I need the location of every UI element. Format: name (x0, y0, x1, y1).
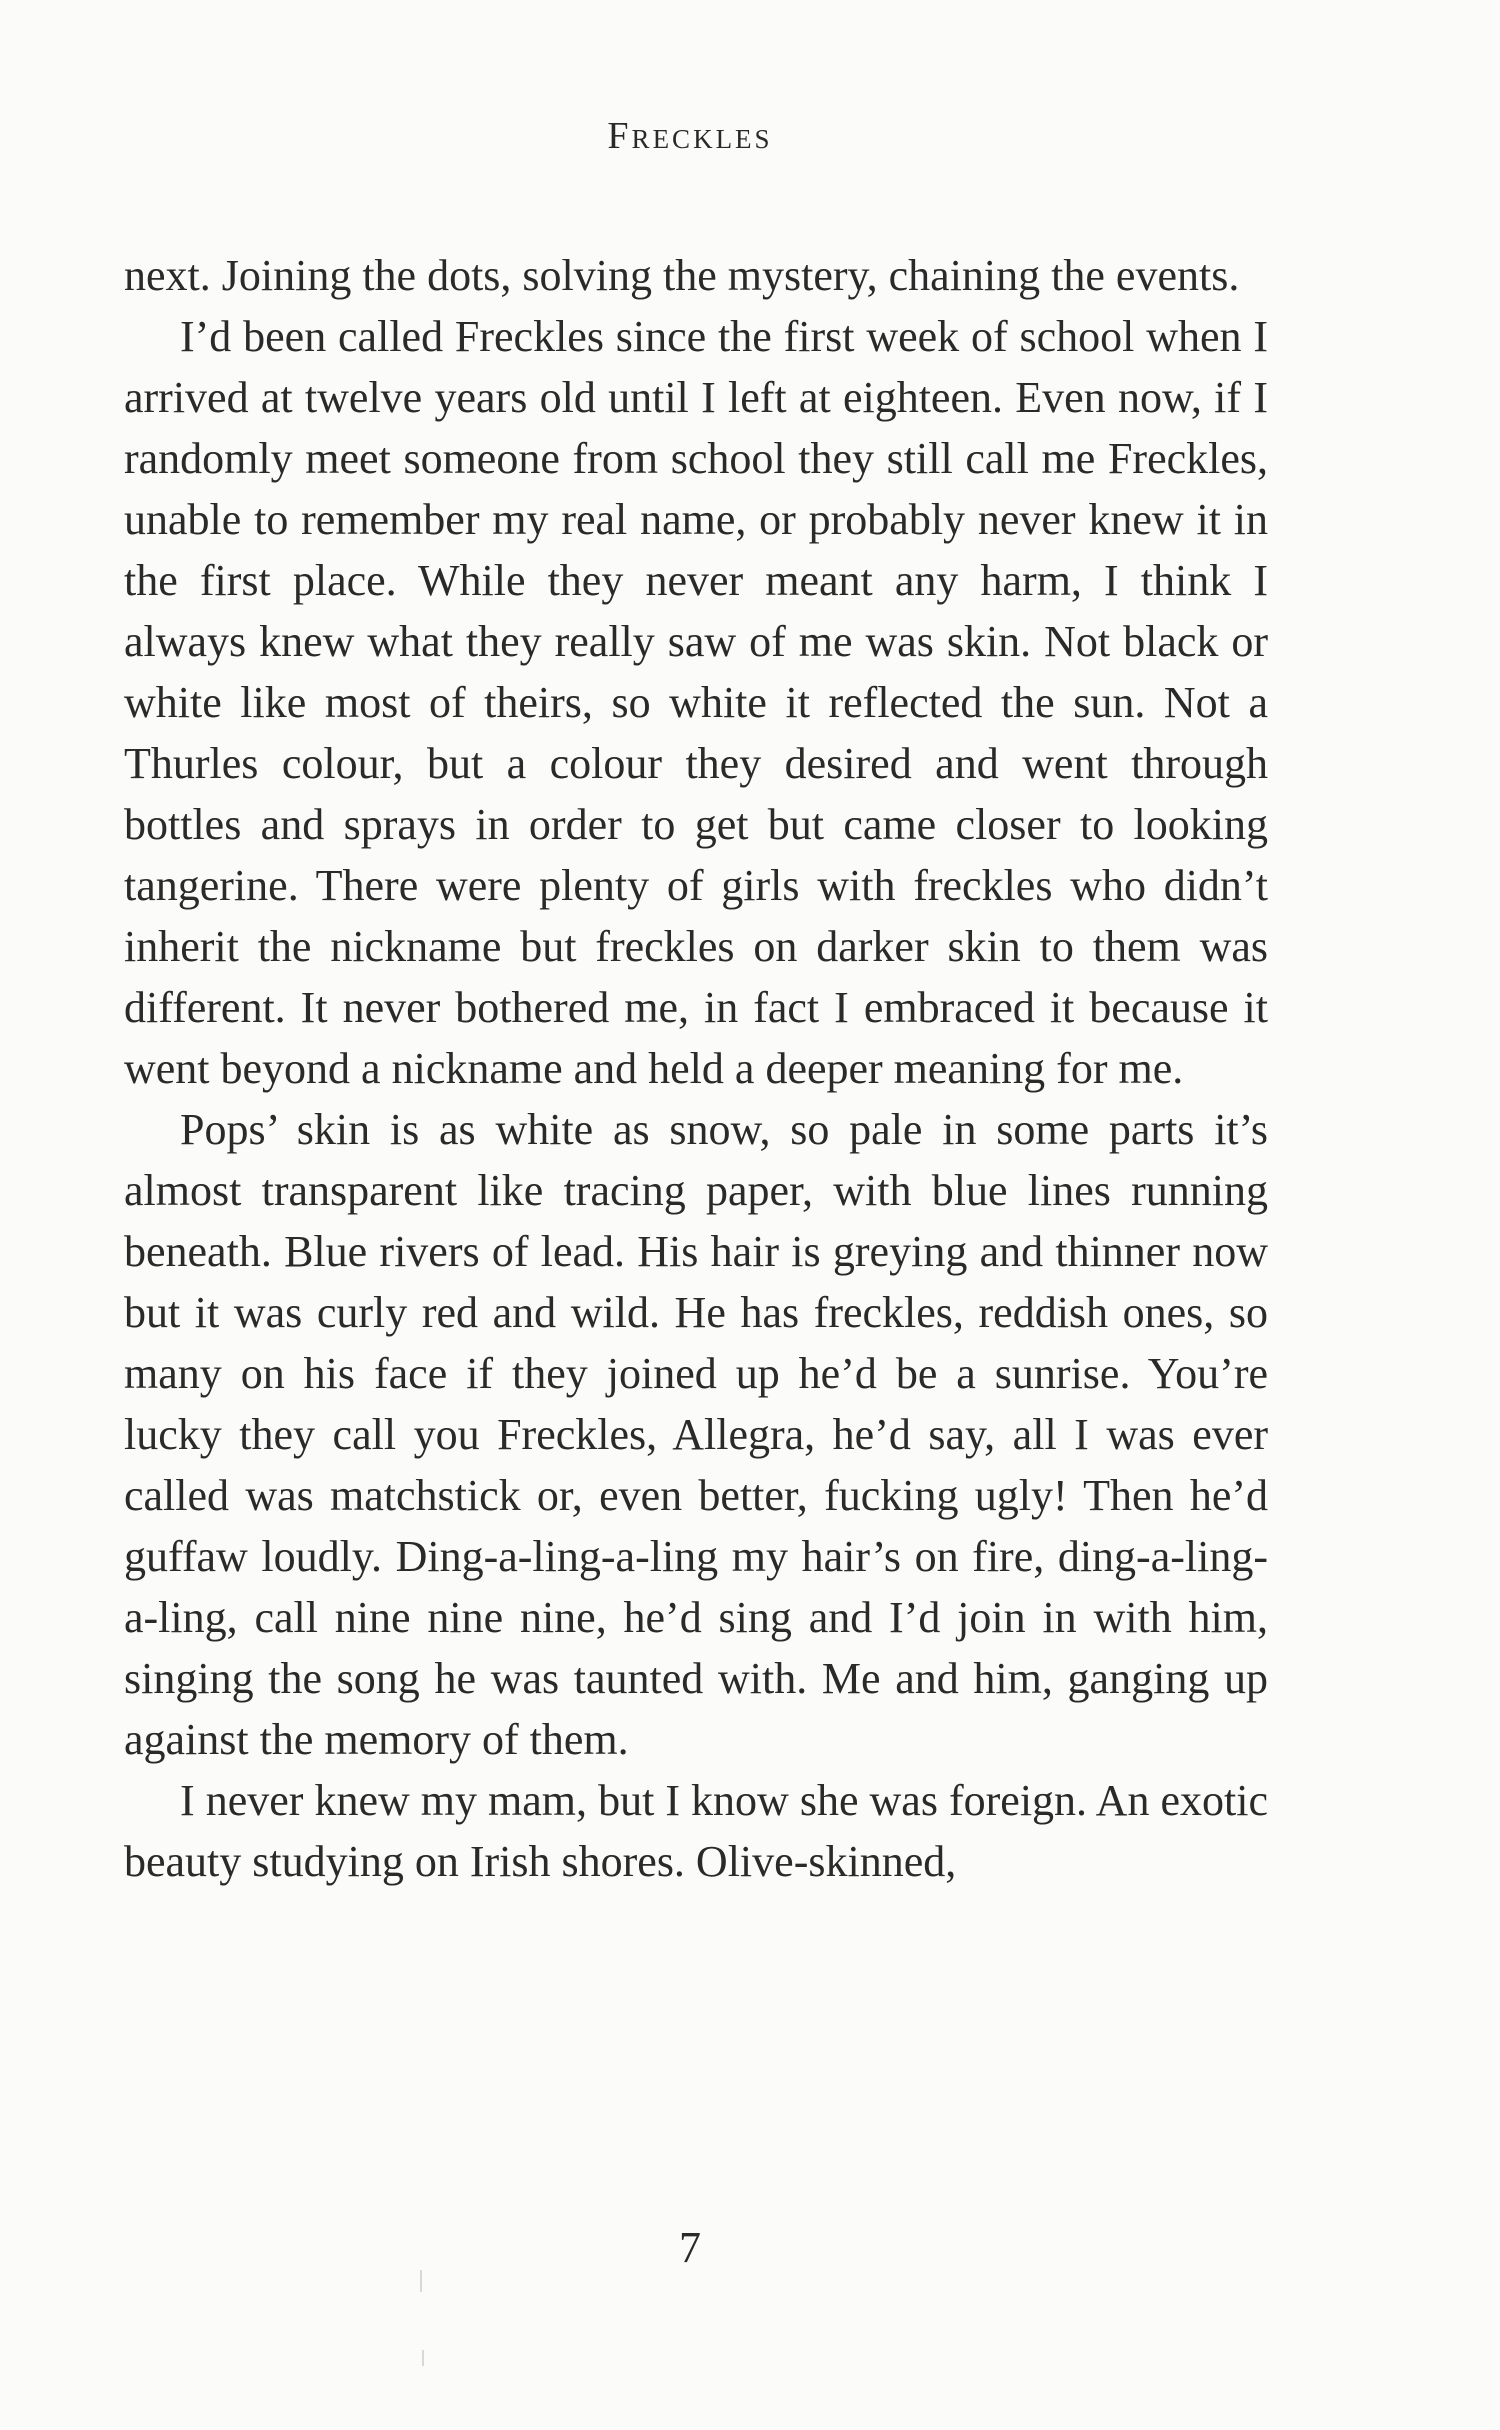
paragraph-continued: next. Joining the dots, solving the mystery, chaining the events. (124, 251, 1240, 300)
scan-speck (420, 2270, 422, 2292)
page-number: 7 (679, 2223, 701, 2272)
scan-speck (422, 2350, 424, 2366)
body-text (124, 245, 1268, 1892)
paragraph: I never knew my mam, but I know she was foreign. An exotic beauty studying on Irish shores. Olive-skinned, (124, 1776, 1268, 1886)
paragraph: I’d been called Freckles since the first week of school when I arrived at twelve years old until I left at eighteen. Even now, if I randomly meet someone from school they still call me Freckles, unable to remember my real name, or probably never knew it in the first place. While they never meant any harm, I think I always knew what they really saw of me was skin. Not black or white like most of theirs, so white it reflected the sun. Not a Thurles colour, but a colour they desired and went through bottles and sprays in order to get but came closer to looking tangerine. There were plenty of girls with freckles who didn’t inherit the nickname but freckles on darker skin to them was different. It never bothered me, in fact I embraced it because it went beyond a nickname and held a deeper meaning for me. (124, 312, 1268, 1093)
running-head: Freckles (607, 115, 773, 157)
paragraph: Pops’ skin is as white as snow, so pale in some parts it’s almost transparent like tracing paper, with blue lines running beneath. Blue rivers of lead. His hair is greying and thinner now but it was curly red and wild. He has freckles, reddish ones, so many on his face if they joined up he’d be a sunrise. You’re lucky they call you Freckles, Allegra, he’d say, all I was ever called was matchstick or, even better, fucking ugly! Then he’d guffaw loudly. Ding-a-ling-a-ling my hair’s on fire, ding-a-ling-a-ling, call nine nine nine, he’d sing and I’d join in with him, singing the song he was taunted with. Me and him, ganging up against the memory of them. (124, 1105, 1268, 1764)
